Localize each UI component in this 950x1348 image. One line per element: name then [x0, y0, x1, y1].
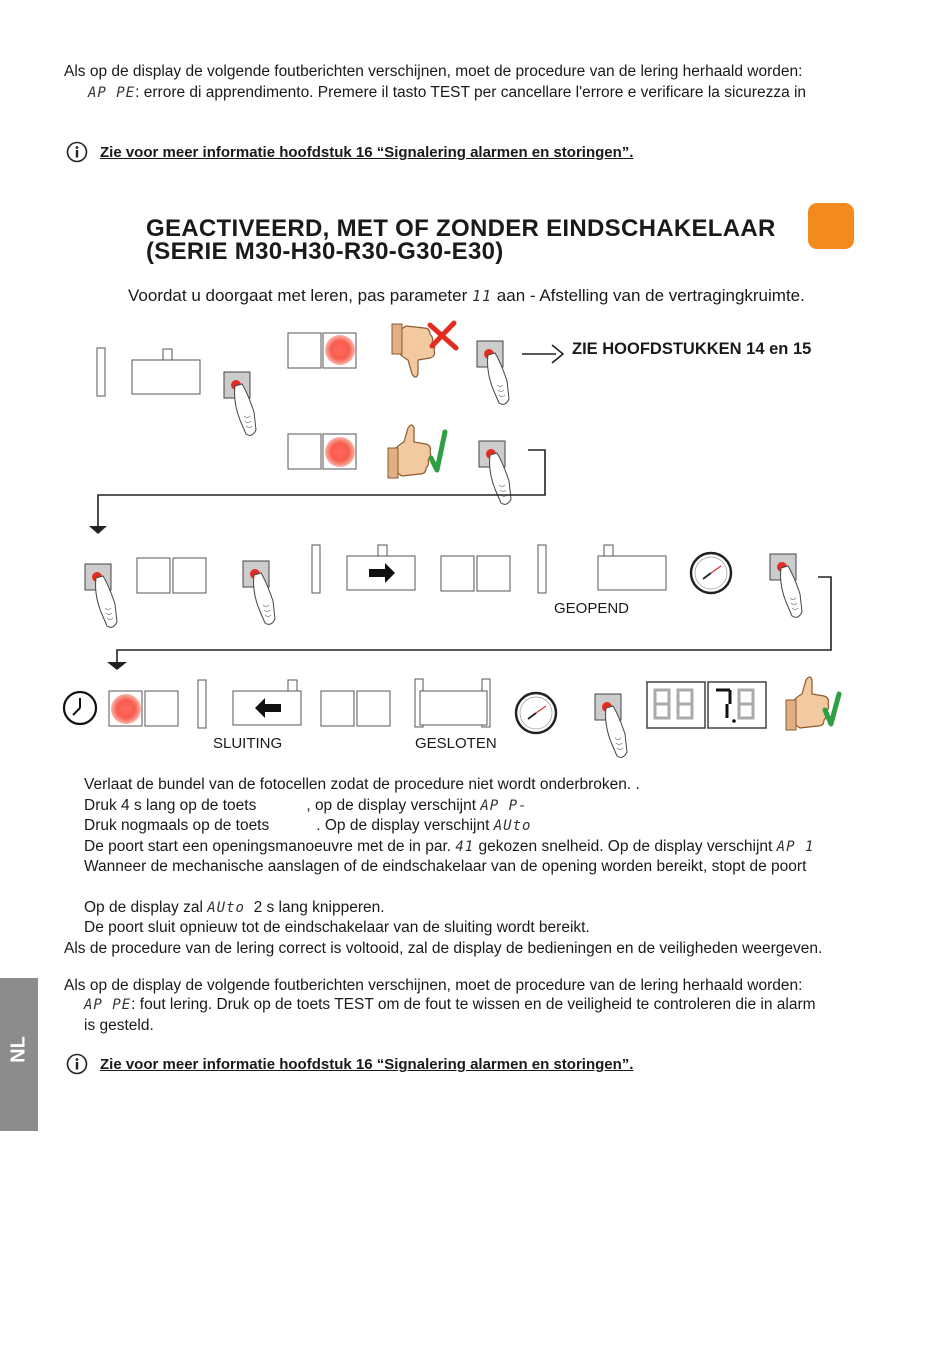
step-2-text-a: Druk 4 s lang op de toets: [84, 797, 257, 814]
top-error-line1: Als op de display de volgende foutberichten verschijnen, moet de procedure van de lering herhaald worden:: [64, 63, 803, 80]
section-title-line2: (SERIE M30-H30-R30-G30-E30): [146, 238, 504, 265]
press-button-icon-2: [477, 341, 509, 404]
section-title-line1: GEACTIVEERD, MET OF ZONDER EINDSCHAKELAAR: [146, 215, 776, 242]
clock-icon: [691, 553, 731, 593]
step-6-text-b: 2 s lang knipperen.: [253, 899, 385, 916]
timer-icon: [64, 692, 96, 724]
display-code: AUto: [207, 900, 245, 916]
step-3: [84, 816, 531, 836]
bottom-error-line1: Als op de display de volgende foutberichten verschijnen, moet de procedure van de lering herhaald worden:: [64, 977, 803, 994]
gate-opening-icon: [347, 545, 415, 590]
bottom-error-line3: is gesteld.: [84, 1017, 154, 1034]
step-6-text-a: Op de display zal: [84, 899, 203, 916]
label-closing: SLUITING: [213, 735, 283, 752]
label-open: GEOPEND: [554, 600, 630, 617]
see-chapters-label: ZIE HOOFDSTUKKEN 14 en 15: [572, 340, 812, 358]
error-code: AP PE: [84, 997, 132, 1013]
check-icon: [431, 432, 445, 470]
info-link-bottom[interactable]: Zie voor meer informatie hoofdstuk 16 “Signalering alarmen en storingen”.: [100, 1056, 634, 1073]
press-button-icon: [224, 372, 256, 435]
gate-closing-icon: [233, 680, 301, 725]
step-6: [84, 898, 385, 918]
language-tab-label: NL: [7, 1036, 30, 1063]
step-3-text-a: Druk nogmaals op de toets: [84, 817, 270, 834]
gate-open-icon: [598, 545, 666, 590]
display-code: AP 1: [776, 839, 815, 855]
step-2: [84, 796, 528, 816]
gate-motor-icon: [132, 349, 200, 394]
display-code: AP P-: [480, 798, 528, 814]
parameter-code: 41: [455, 839, 475, 855]
step-4: [84, 837, 814, 857]
language-tab: [0, 978, 38, 1131]
intro-text-a: Voordat u doorgaat met leren, pas parameter: [128, 286, 468, 305]
display-digit-icon: [288, 333, 321, 368]
top-error-text: : errore di apprendimento. Premere il tasto TEST per cancellare l'errore e verificare la sicurezza in: [135, 84, 807, 101]
thumb-down-icon: [392, 324, 435, 377]
error-code: AP PE: [88, 85, 136, 101]
cross-icon: [430, 323, 456, 348]
intro-text-b: aan - Afstelling van de vertragingkruimte.: [496, 286, 805, 305]
parameter-code: 11: [472, 287, 493, 305]
bottom-error-line2: [84, 995, 816, 1015]
step-1: Verlaat de bundel van de fotocellen zodat de procedure niet wordt onderbroken. .: [84, 776, 640, 793]
step-3-text-b: . Op de display verschijnt: [316, 817, 490, 834]
step-7: De poort sluit opnieuw tot de eindschakelaar van de sluiting wordt bereikt.: [84, 919, 590, 936]
step-2-text-b: , op de display verschijnt: [306, 797, 477, 814]
thumb-up-icon: [388, 425, 431, 478]
step-4-text-a: De poort start een openingsmanoeuvre met de in par.: [84, 838, 452, 855]
label-closed: GESLOTEN: [415, 735, 497, 752]
gate-closed-icon: [415, 679, 490, 727]
blinking-led-icon: [325, 335, 355, 365]
display-code: AUto: [493, 818, 532, 834]
step-8: Als de procedure van de lering correct is voltooid, zal de display de bedieningen en de veiligheden weergeven.: [64, 940, 823, 957]
info-icon: [66, 1053, 88, 1075]
step-5: Wanneer de mechanische aanslagen of de eindschakelaar van de opening worden bereikt, stopt de poort: [84, 858, 807, 875]
bottom-error-text: : fout lering. Druk op de toets TEST om de fout te wissen en de veiligheid te controleren die in alarm: [131, 996, 816, 1013]
info-link-top[interactable]: Zie voor meer informatie hoofdstuk 16 “Signalering alarmen en storingen”.: [100, 144, 634, 161]
step-4-text-b: gekozen snelheid. Op de display verschijnt: [478, 838, 773, 855]
seven-segment-display: [647, 682, 766, 728]
